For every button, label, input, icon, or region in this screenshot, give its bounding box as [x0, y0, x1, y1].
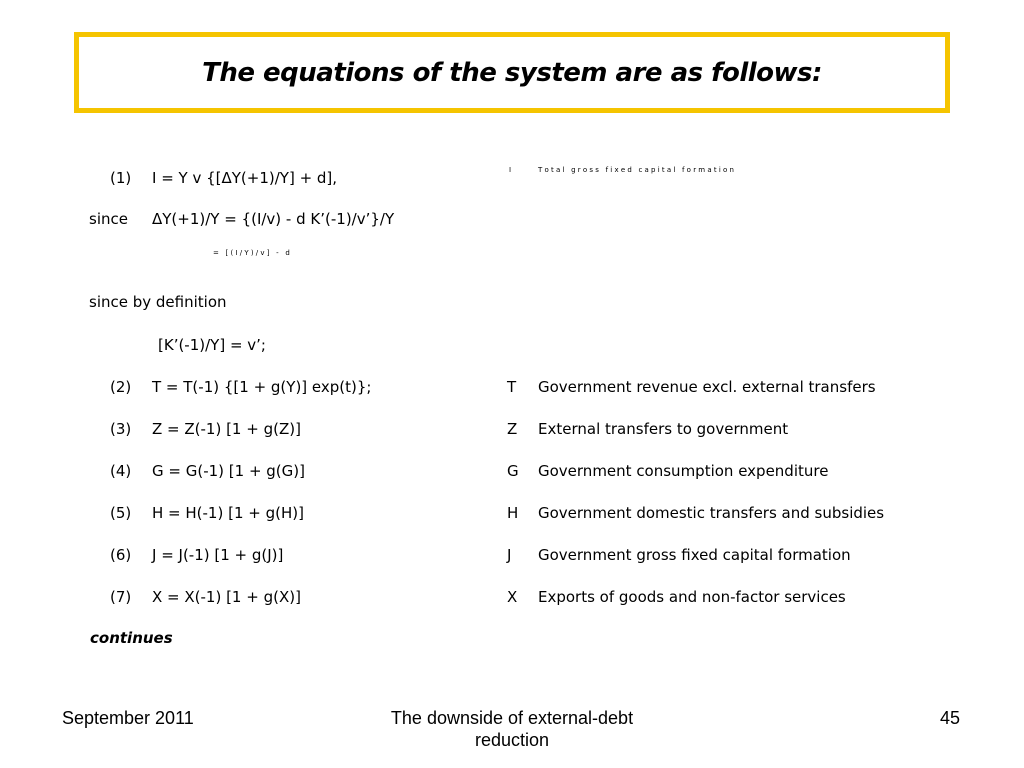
- title-box: [74, 32, 950, 113]
- eq-number: (5): [110, 504, 132, 522]
- eq-text: J = J(-1) [1 + g(J)]: [152, 546, 284, 564]
- eq-number: (4): [110, 462, 132, 480]
- tiny-equation: = [ ( I / Y ) / v ] - d: [213, 249, 290, 257]
- footer-title-line1: The downside of external-debt: [390, 708, 634, 728]
- legend-symbol: X: [507, 588, 518, 606]
- eq-number: (7): [110, 588, 132, 606]
- eq-text: T = T(-1) {[1 + g(Y)] exp(t)};: [152, 378, 372, 396]
- eq1-text: I = Y v {[ΔY(+1)/Y] + d],: [152, 169, 338, 187]
- eq-text: G = G(-1) [1 + g(G)]: [152, 462, 305, 480]
- k-definition: [K’(-1)/Y] = v’;: [158, 336, 266, 354]
- legend-description: Government gross fixed capital formation: [538, 546, 851, 564]
- legend-description: External transfers to government: [538, 420, 789, 438]
- eq1-number: (1): [110, 169, 132, 187]
- eq-number: (2): [110, 378, 132, 396]
- legend-i-symbol: I: [509, 166, 512, 174]
- eq-text: Z = Z(-1) [1 + g(Z)]: [152, 420, 301, 438]
- footer-date: September 2011: [62, 708, 194, 728]
- since-label: since: [89, 210, 128, 228]
- legend-description: Exports of goods and non-factor services: [538, 588, 846, 606]
- eq-number: (6): [110, 546, 132, 564]
- legend-description: Government consumption expenditure: [538, 462, 829, 480]
- legend-description: Government revenue excl. external transfers: [538, 378, 876, 396]
- legend-description: Government domestic transfers and subsidies: [538, 504, 885, 522]
- page-number: 45: [940, 708, 961, 728]
- footer-title-line2: reduction: [474, 730, 550, 750]
- since-equation: ΔY(+1)/Y = {(I/v) - d K’(-1)/v’}/Y: [152, 210, 395, 228]
- legend-symbol: Z: [507, 420, 518, 438]
- legend-symbol: G: [507, 462, 519, 480]
- footer-title: [340, 707, 684, 751]
- eq-number: (3): [110, 420, 132, 438]
- eq-text: X = X(-1) [1 + g(X)]: [152, 588, 301, 606]
- legend-symbol: H: [507, 504, 519, 522]
- eq-text: H = H(-1) [1 + g(H)]: [152, 504, 304, 522]
- legend-symbol: T: [507, 378, 517, 396]
- legend-i-desc: T o t a l g r o s s f i x e d c a p i t a l f o r m a t i o n: [538, 166, 734, 174]
- legend-symbol: J: [507, 546, 512, 564]
- since-by-definition: since by definition: [89, 293, 227, 311]
- continues-label: continues: [90, 629, 173, 647]
- slide-title: The equations of the system are as follows:: [202, 57, 822, 88]
